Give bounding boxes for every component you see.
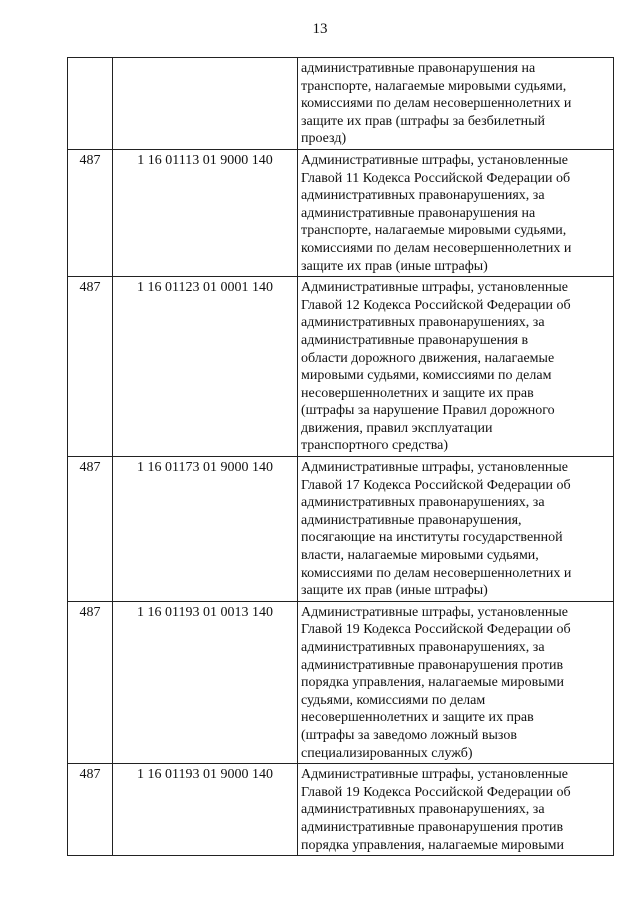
- admin-code-cell: [68, 58, 113, 150]
- revenue-name-line: Главой 17 Кодекса Российской Федерации об: [301, 477, 571, 493]
- revenue-name-line: комиссиями по делам несовершеннолетних и: [301, 240, 572, 256]
- revenue-name-cell: [298, 457, 614, 602]
- revenue-name-line: транспорте, налагаемые мировыми судьями,: [301, 78, 567, 94]
- budget-code-cell: [113, 58, 298, 150]
- revenue-name-cell: [298, 149, 614, 276]
- revenue-name-line: административных правонарушениях, за: [301, 495, 545, 511]
- revenue-name-cell: [298, 277, 614, 457]
- revenue-name-line: судьями, комиссиями по делам: [301, 692, 486, 708]
- revenue-name-line: несовершеннолетних и защите их прав: [301, 385, 534, 401]
- revenue-name-line: административные правонарушения на: [301, 61, 536, 76]
- admin-code-cell: 487: [68, 764, 113, 856]
- budget-code-cell: 1 16 01123 01 0001 140: [113, 277, 298, 457]
- revenue-name-line: административные правонарушения на: [301, 205, 536, 221]
- revenue-name-line: Административные штрафы, установленные: [301, 460, 568, 476]
- revenue-name-line: административных правонарушениях, за: [301, 802, 545, 818]
- revenue-name-line: транспортного средства): [301, 438, 449, 454]
- revenue-name-cell: [298, 58, 614, 150]
- revenue-name-line: комиссиями по делам несовершеннолетних и: [301, 96, 572, 112]
- budget-code-cell: 1 16 01193 01 9000 140: [113, 764, 298, 856]
- revenue-name-line: Главой 12 Кодекса Российской Федерации об: [301, 297, 571, 313]
- revenue-name-line: (штрафы за нарушение Правил дорожного: [301, 403, 555, 419]
- revenue-name-line: Административные штрафы, установленные: [301, 280, 568, 296]
- revenue-name-line: проезд): [301, 131, 347, 147]
- revenue-name-line: специализированных служб): [301, 745, 473, 761]
- revenue-name-line: мировыми судьями, комиссиями по делам: [301, 368, 552, 384]
- revenue-name-line: административных правонарушениях, за: [301, 188, 545, 204]
- page-number: 13: [312, 21, 328, 37]
- revenue-name-line: порядка управления, налагаемые мировыми: [301, 675, 565, 691]
- admin-code-cell: 487: [68, 149, 113, 276]
- revenue-name-line: защите их прав (иные штрафы): [301, 583, 488, 599]
- budget-code-cell: 1 16 01193 01 0013 140: [113, 601, 298, 763]
- revenue-name-line: движения, правил эксплуатации: [301, 420, 493, 436]
- budget-code-cell: 1 16 01173 01 9000 140: [113, 457, 298, 602]
- revenue-name-line: защите их прав (иные штрафы): [301, 258, 488, 274]
- table-row: [68, 457, 614, 602]
- admin-code-cell: 487: [68, 277, 113, 457]
- table-row: [68, 601, 614, 763]
- revenue-name-line: административные правонарушения против: [301, 657, 564, 673]
- revenue-name-line: административные правонарушения в: [301, 332, 529, 348]
- revenue-name-cell: [298, 764, 614, 856]
- revenue-name-line: Административные штрафы, установленные: [301, 152, 568, 168]
- revenue-name-line: транспорте, налагаемые мировыми судьями,: [301, 223, 567, 239]
- revenue-name-line: Главой 19 Кодекса Российской Федерации об: [301, 784, 571, 800]
- admin-code-cell: 487: [68, 601, 113, 763]
- table-row: [68, 58, 614, 150]
- revenue-name-line: Главой 11 Кодекса Российской Федерации об: [301, 170, 571, 186]
- admin-code-cell: 487: [68, 457, 113, 602]
- revenue-name-line: области дорожного движения, налагаемые: [301, 350, 555, 366]
- budget-classification-table: [67, 57, 614, 856]
- revenue-name-line: порядка управления, налагаемые мировыми: [301, 837, 565, 853]
- revenue-name-line: несовершеннолетних и защите их прав: [301, 710, 534, 726]
- revenue-name-line: административных правонарушениях, за: [301, 640, 545, 655]
- table-row: [68, 277, 614, 457]
- revenue-name-line: административные правонарушения,: [301, 512, 522, 528]
- revenue-name-line: административных правонарушениях, за: [301, 315, 545, 331]
- revenue-name-line: власти, налагаемые мировыми судьями,: [301, 548, 539, 564]
- revenue-name-line: административные правонарушения против: [301, 819, 564, 835]
- budget-code-cell: 1 16 01113 01 9000 140: [113, 149, 298, 276]
- revenue-name-line: Главой 19 Кодекса Российской Федерации об: [301, 622, 571, 638]
- revenue-name-line: Административные штрафы, установленные: [301, 767, 568, 783]
- revenue-name-line: (штрафы за заведомо ложный вызов: [301, 727, 517, 743]
- revenue-name-line: защите их прав (штрафы за безбилетный: [301, 113, 546, 129]
- revenue-name-line: Административные штрафы, установленные: [301, 604, 568, 620]
- revenue-name-line: комиссиями по делам несовершеннолетних и: [301, 565, 572, 581]
- revenue-name-line: посягающие на институты государственной: [301, 530, 563, 546]
- table-row: [68, 764, 614, 856]
- table-row: [68, 149, 614, 276]
- revenue-name-cell: [298, 601, 614, 763]
